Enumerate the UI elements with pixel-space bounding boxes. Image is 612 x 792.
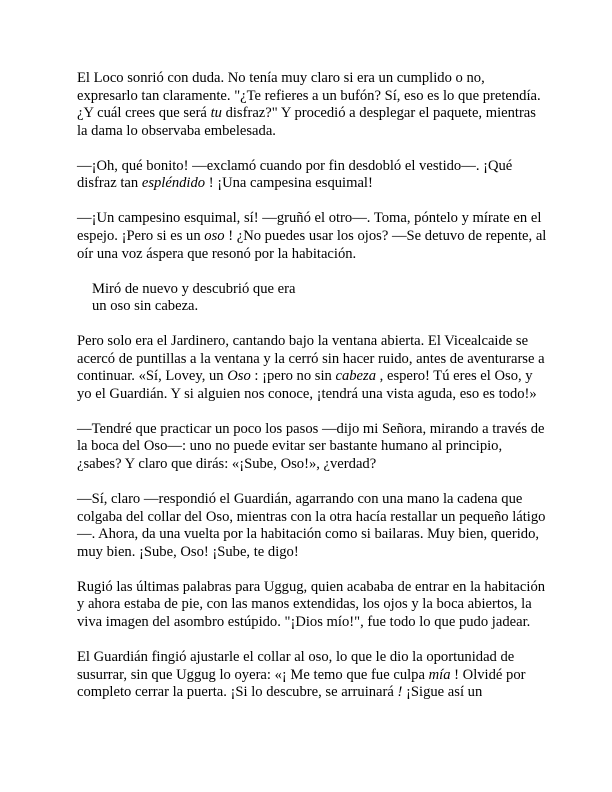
text-run: Pero solo era el Jardinero, cantando bajo la ventana abierta. El Vicealcaide se acercó de puntillas a la ventana y la cerró sin hacer ruido, antes de aventurarse a continuar. «Sí, Lovey, un [77, 333, 545, 385]
page-body [77, 70, 547, 702]
paragraph-2 [77, 158, 547, 193]
text-run: —Tendré que practicar un poco los pasos —dijo mi Señora, mirando a través de la boca del Oso—: uno no puede evitar ser bastante humano al principio, ¿sabes? Y claro que dirás: «¡Sube, Oso!», ¿verdad? [77, 420, 545, 473]
italic-text-run: espléndido [141, 175, 206, 192]
italic-text-run: tu [210, 105, 222, 122]
text-run: ¡Sigue así un [402, 684, 483, 701]
verse-line-1: Miró de nuevo y descubrió que era [92, 280, 296, 297]
text-run: El Loco sonrió con duda. No tenía muy claro si era un cumplido o no, expresarlo tan claramente. "¿Te refieres a un bufón? Sí, eso es lo que pretendía. ¿Y cuál crees que será [77, 70, 541, 122]
text-run: —¡Oh, qué bonito! —exclamó cuando por fin desdobló el vestido—. ¡Qué disfraz tan [77, 157, 513, 192]
text-run: disfraz?" Y procedió a desplegar el paquete, mientras la dama lo observaba embelesada. [77, 105, 536, 139]
text-run: ! ¡Una campesina esquimal! [205, 175, 373, 192]
text-run: : ¡pero no sin [250, 368, 336, 385]
paragraph-6 [77, 491, 547, 561]
paragraph-5 [77, 421, 547, 474]
paragraph-8 [77, 649, 547, 702]
paragraph-4 [77, 333, 547, 403]
text-run: Rugió las últimas palabras para Uggug, quien acababa de entrar en la habitación y ahora estaba de pie, con las manos extendidas, los ojos y la boca abiertos, la viva imagen del asombro estúpido. "¡Dios mío!", fue todo lo que pudo jadear. [77, 578, 546, 630]
italic-text-run: Oso [227, 368, 251, 385]
italic-text-run: oso [204, 227, 225, 244]
text-run: —¡Un campesino esquimal, sí! —gruñó el otro—. Toma, póntelo y mírate en el espejo. ¡Pero si es un [77, 210, 542, 244]
text-run: ! ¿No puedes usar los ojos? —Se detuvo de repente, al oír una voz áspera que resonó por la habitación. [77, 227, 547, 262]
verse-line-2: un oso sin cabeza. [92, 298, 199, 315]
paragraph-7 [77, 579, 547, 632]
text-run: , espero! Tú eres el Oso, y yo el Guardián. Y si alguien nos conoce, ¡tendrá una vista aguda, eso es todo!» [77, 368, 537, 402]
italic-text-run: ! [397, 684, 403, 701]
text-run: —Sí, claro —respondió el Guardián, agarrando con una mano la cadena que colgaba del collar del Oso, mientras con la otra hacía restallar un pequeño látigo—. Ahora, da una vuelta por la habitación como si bailaras. Muy bien, querido, muy bien. ¡Sube, Oso! ¡Sube, te digo! [77, 491, 546, 560]
text-run: El Guardián fingió ajustarle el collar al oso, lo que le dio la oportunidad de susurrar, sin que Uggug lo oyera: «¡ Me temo que fue culpa [77, 648, 515, 683]
text-run: ! Olvidé por completo cerrar la puerta. ¡Si lo descubre, se arruinará [77, 666, 526, 701]
italic-text-run: mía [428, 666, 451, 683]
italic-text-run: cabeza [335, 368, 377, 385]
paragraph-1 [77, 70, 547, 140]
verse-stanza [92, 281, 547, 316]
paragraph-3 [77, 210, 547, 263]
